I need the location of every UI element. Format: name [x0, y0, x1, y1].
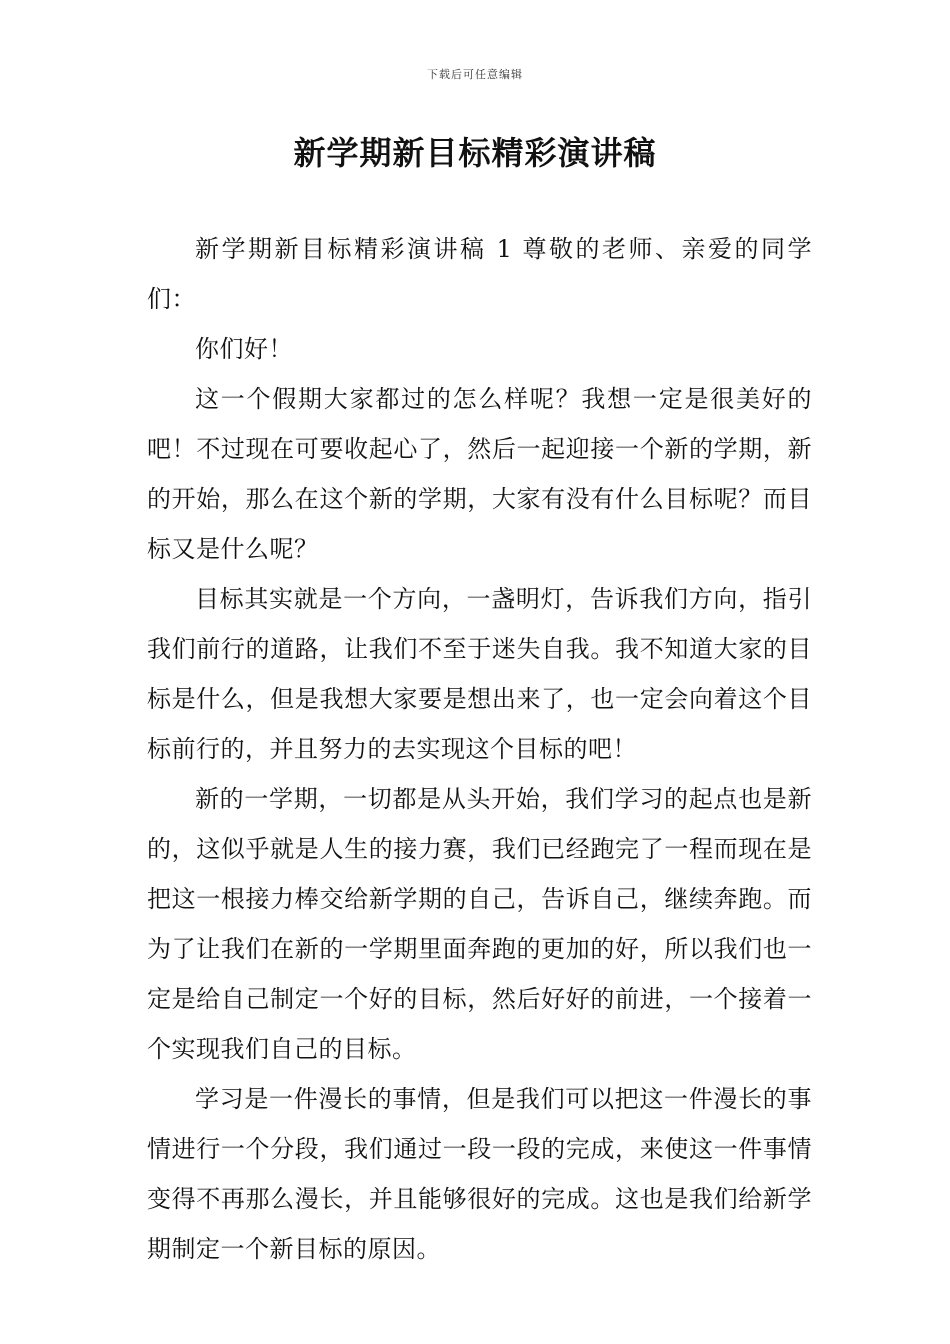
- paragraph: 目标其实就是一个方向，一盏明灯，告诉我们方向，指引我们前行的道路，让我们不至于迷失自我。我不知道大家的目标是什么，但是我想大家要是想出来了，也一定会向着这个目标前行的，并且努力的去实现这个目标的吧！: [147, 585, 812, 763]
- paragraph-salutation: 新学期新目标精彩演讲稿 1 尊敬的老师、亲爱的同学们：: [147, 235, 812, 313]
- document-body: [147, 224, 812, 1274]
- paragraph-greeting: 你们好！: [195, 335, 293, 363]
- document-title: 新学期新目标精彩演讲稿: [293, 134, 657, 172]
- paragraph: 新的一学期，一切都是从头开始，我们学习的起点也是新的，这似乎就是人生的接力赛，我们已经跑完了一程而现在是把这一根接力棒交给新学期的自己，告诉自己，继续奔跑。而为了让我们在新的一学期里面奔跑的更加的好，所以我们也一定是给自己制定一个好的目标，然后好好的前进，一个接着一个实现我们自己的目标。: [147, 785, 812, 1063]
- paragraph: 学习是一件漫长的事情，但是我们可以把这一件漫长的事情进行一个分段，我们通过一段一段的完成，来使这一件事情变得不再那么漫长，并且能够很好的完成。这也是我们给新学期制定一个新目标的原因。: [147, 1085, 812, 1263]
- header-note: 下载后可任意编辑: [427, 68, 523, 81]
- paragraph: 这一个假期大家都过的怎么样呢？我想一定是很美好的吧！不过现在可要收起心了，然后一起迎接一个新的学期，新的开始，那么在这个新的学期，大家有没有什么目标呢？而目标又是什么呢？: [147, 385, 812, 563]
